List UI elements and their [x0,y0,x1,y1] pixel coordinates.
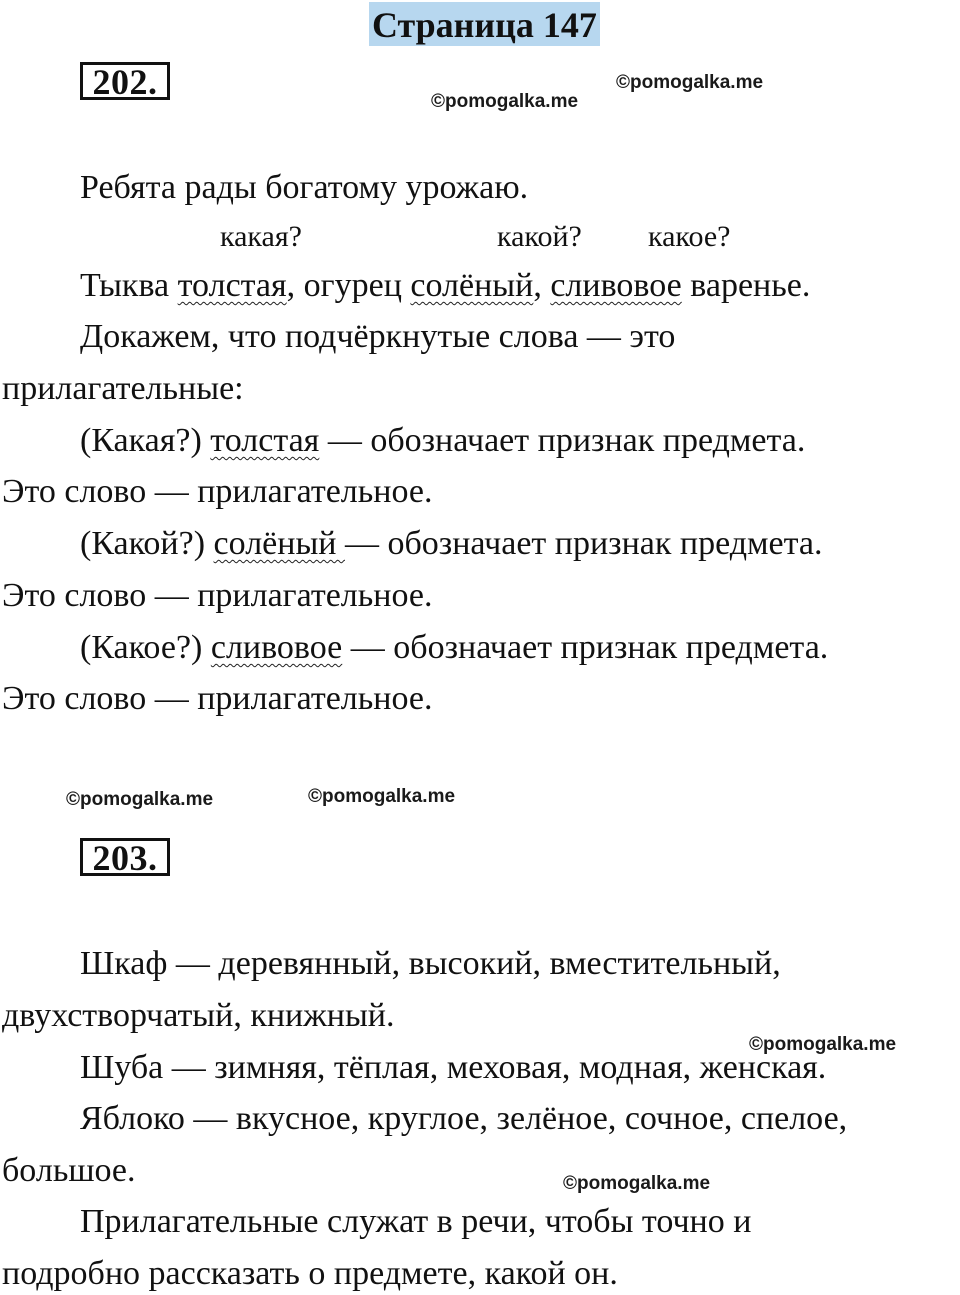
question-prefix: (Какое?) [80,629,211,666]
text-line [80,524,823,564]
question-label: какой? [497,220,582,253]
text-fragment: — обозначает признак предмета. [319,422,806,459]
question-label: какое? [648,220,731,253]
text-line [80,421,805,461]
task-number-202-value: 202 [92,62,148,102]
text-line [80,628,828,668]
question-prefix: (Какая?) [80,422,211,459]
text-fragment: — обозначает признак предмета. [344,525,823,562]
text-line: Шуба — зимняя, тёплая, меховая, модная, женская. [80,1049,827,1086]
watermark: ©pomogalka.me [563,1173,711,1194]
underlined-adjective: сливовое [550,267,682,304]
watermark: ©pomogalka.me [749,1034,897,1055]
text-fragment: Тыква [80,267,178,304]
task-number-202: 202. [80,62,170,100]
text-line: Яблоко — вкусное, круглое, зелёное, сочное, спелое, [80,1100,848,1137]
text-line: прилагательные: [2,370,244,407]
question-prefix: (Какой?) [80,525,214,562]
text-line: Докажем, что подчёркнутые слова — это [80,318,676,355]
underlined-adjective: толстая [177,267,287,304]
text-line: двухстворчатый, книжный. [2,997,395,1034]
text-line: Шкаф — деревянный, высокий, вместительный, [80,945,781,982]
text-fragment: , огурец [286,267,411,304]
text-fragment: — обозначает признак предмета. [342,629,829,666]
task-number-203: 203. [80,838,170,876]
underlined-adjective: солёный [213,525,345,562]
question-label: какая? [220,220,302,253]
page-title: Страница 147 [369,2,600,46]
text-line [80,266,810,306]
task-number-203-value: 203 [92,838,148,878]
watermark: ©pomogalka.me [66,789,214,810]
text-line: Это слово — прилагательное. [2,577,433,614]
underlined-adjective: сливовое [210,629,343,666]
text-line: Это слово — прилагательное. [2,473,433,510]
watermark: ©pomogalka.me [431,91,579,112]
text-line: Прилагательные служат в речи, чтобы точно и [80,1203,752,1240]
text-line: Ребята рады богатому урожаю. [80,169,529,206]
underlined-adjective: солёный [410,267,534,304]
text-fragment: , [533,267,551,304]
text-line: большое. [2,1152,136,1189]
text-line: подробно рассказать о предмете, какой он. [2,1255,618,1292]
watermark: ©pomogalka.me [616,72,764,93]
underlined-adjective: толстая [210,422,320,459]
text-fragment: варенье. [681,267,811,304]
watermark: ©pomogalka.me [308,786,456,807]
text-line: Это слово — прилагательное. [2,680,433,717]
